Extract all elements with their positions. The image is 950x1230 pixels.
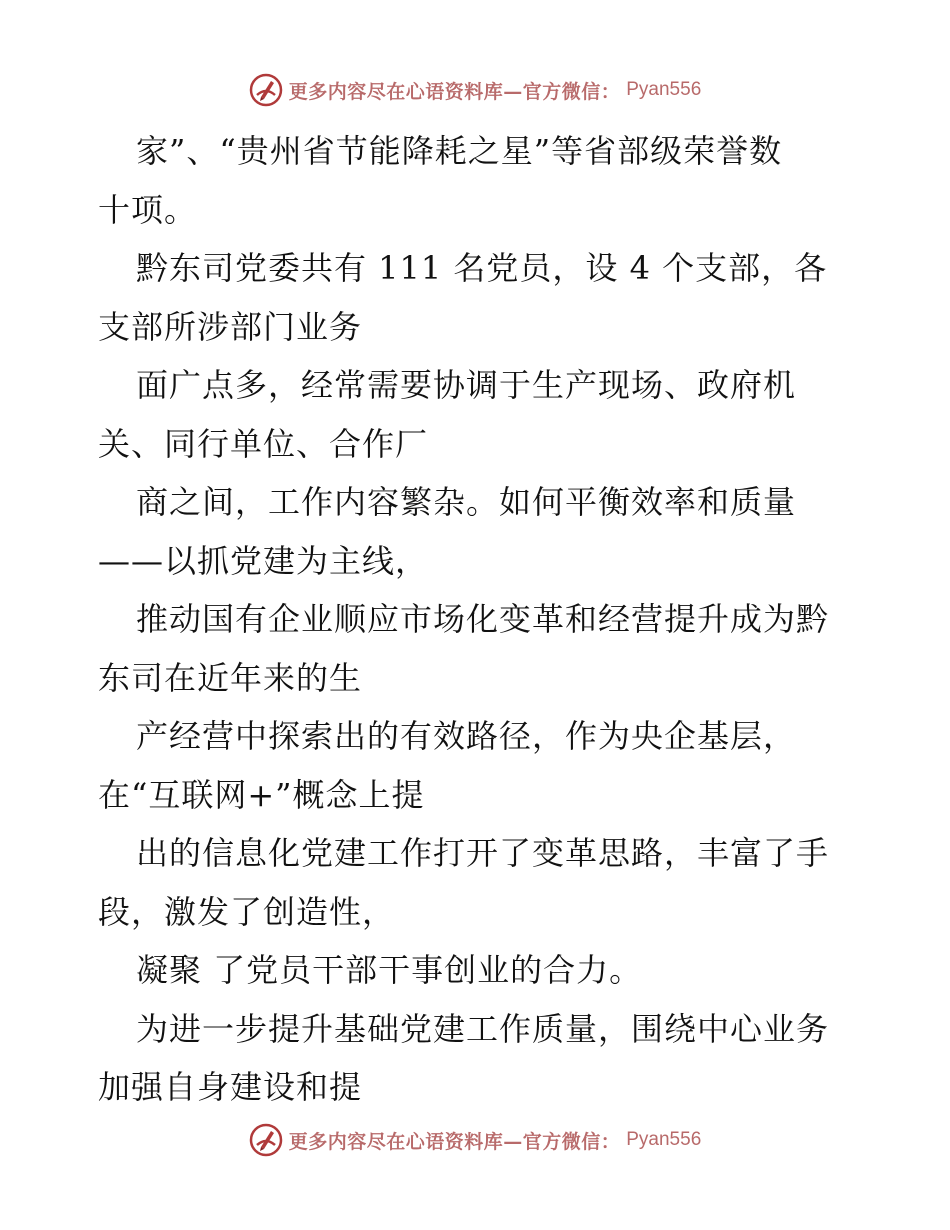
text-line: 出的信息化党建工作打开了变革思路，丰富了手 bbox=[136, 834, 830, 872]
text-line: 为进一步提升基础党建工作质量，围绕中心业务 bbox=[136, 1009, 830, 1048]
document-body bbox=[98, 122, 858, 1117]
text-line: 东司在近年来的生 bbox=[98, 658, 363, 697]
text-line: 加强自身建设和提 bbox=[98, 1068, 363, 1106]
book-pen-logo-icon bbox=[249, 1123, 283, 1157]
watermark-text: 更多内容尽在心语资料库—官方微信： bbox=[288, 1130, 621, 1153]
text-line: 家”、“贵州省节能降耗之星”等省部级荣誉数 bbox=[136, 132, 783, 170]
text-line: 段，激发了创造性， bbox=[98, 892, 396, 931]
text-line: 推动国有企业顺应市场化变革和经营提升成为黔 bbox=[136, 600, 830, 638]
text-line: 黔东司党委共有 111 名党员，设 4 个支部，各 bbox=[136, 249, 828, 287]
text-line: 十项。 bbox=[98, 190, 198, 229]
book-pen-logo-icon bbox=[249, 73, 283, 107]
watermark-wechat-id: Pyan556 bbox=[626, 79, 702, 100]
text-line: 支部所涉部门业务 bbox=[98, 307, 363, 346]
text-line: 商之间，工作内容繁杂。如何平衡效率和质量 bbox=[136, 483, 797, 521]
watermark-wechat-id: Pyan556 bbox=[626, 1129, 702, 1150]
text-line: 凝聚 了党员干部干事创业的合力。 bbox=[136, 951, 643, 989]
text-line: 产经营中探索出的有效路径，作为央企基层， bbox=[136, 717, 797, 755]
text-line: 关、同行单位、合作厂 bbox=[98, 424, 429, 463]
watermark-inner bbox=[249, 1123, 702, 1157]
header-watermark-banner bbox=[0, 70, 950, 110]
watermark-text: 更多内容尽在心语资料库—官方微信： bbox=[288, 80, 621, 103]
watermark-inner bbox=[249, 73, 702, 107]
text-line: ——以抓党建为主线， bbox=[98, 541, 429, 580]
footer-watermark-banner bbox=[0, 1120, 950, 1160]
text-line: 面广点多，经常需要协调于生产现场、政府机 bbox=[136, 366, 797, 404]
text-line: 在“互联网+”概念上提 bbox=[98, 775, 425, 814]
